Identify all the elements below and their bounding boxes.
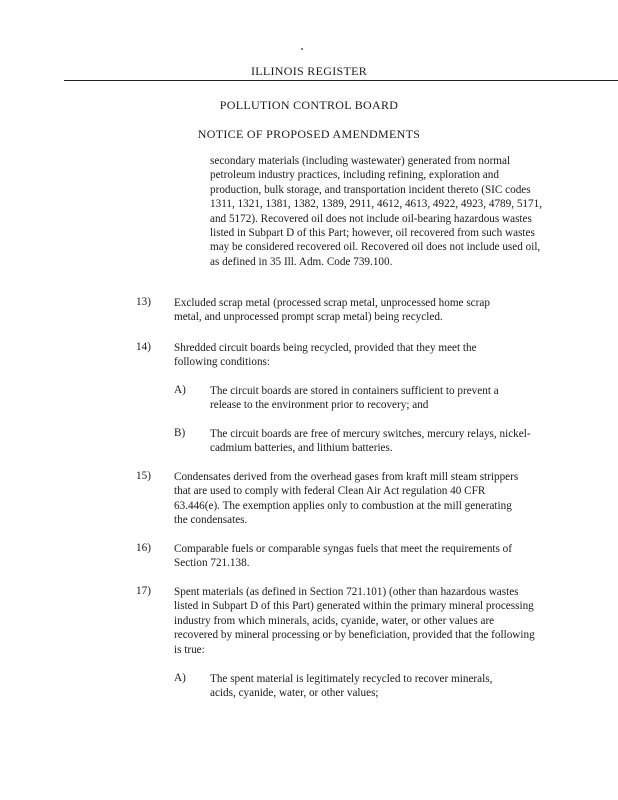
item-17-a-label: A) <box>174 672 186 684</box>
notice-title: NOTICE OF PROPOSED AMENDMENTS <box>197 127 421 141</box>
item-17-text: Spent materials (as defined in Section 721.101) (other than hazardous wastes listed in Subpart D of this Part) generated within the primary mineral processing industry from which minerals, acids, cyanide, water, or other values are recovered by mineral processing or by beneficiation, provided that the following is true: <box>174 586 535 656</box>
item-13-text: Excluded scrap metal (processed scrap metal, unprocessed home scrap metal, and unprocessed prompt scrap metal) being recycled. <box>174 297 490 324</box>
item-14-a-label: A) <box>174 384 186 396</box>
item-16-text: Comparable fuels or comparable syngas fuels that meet the requirements of Section 721.138. <box>174 543 512 570</box>
header-rule <box>64 80 618 81</box>
item-14-b-label: B) <box>174 427 186 439</box>
item-16-number: 16) <box>136 542 151 554</box>
item-14-number: 14) <box>136 341 151 353</box>
item-17-a-text: The spent material is legitimately recycled to recover minerals, acids, cyanide, water, or other values; <box>210 673 493 700</box>
item-15-number: 15) <box>136 470 151 482</box>
board-title: POLLUTION CONTROL BOARD <box>219 98 399 112</box>
item-14-b-text: The circuit boards are free of mercury switches, mercury relays, nickel-cadmium batteries, and lithium batteries. <box>210 428 531 455</box>
item-15-text: Condensates derived from the overhead gases from kraft mill steam strippers that are used to comply with federal Clean Air Act regulation 40 CFR 63.446(e). The exemption applies only to combustion at the mill generating the condensates. <box>174 471 519 527</box>
item-17-number: 17) <box>136 585 151 597</box>
scan-speck <box>301 48 303 50</box>
item-14-text: Shredded circuit boards being recycled, provided that they meet the following conditions: <box>174 342 477 369</box>
continuation-paragraph: secondary materials (including wastewater) generated from normal petroleum industry practices, including refining, exploration and production, bulk storage, and transportation incident thereto (SIC codes 1311, 1321, 1381, 1382, 1389, 2911, 4612, 4613, 4922, 4923, 4789, 5171, and 5172). Recovered oil does not include oil-bearing hazardous wastes listed in Subpart D of this Part; however, oil recovered from such wastes may be considered recovered oil. Recovered oil does not include used oil, as defined in 35 Ill. Adm. Code 739.100. <box>210 155 542 268</box>
register-title: ILLINOIS REGISTER <box>250 64 368 78</box>
item-13-number: 13) <box>136 296 151 308</box>
item-14-a-text: The circuit boards are stored in containers sufficient to prevent a release to the environment prior to recovery; and <box>210 385 499 412</box>
